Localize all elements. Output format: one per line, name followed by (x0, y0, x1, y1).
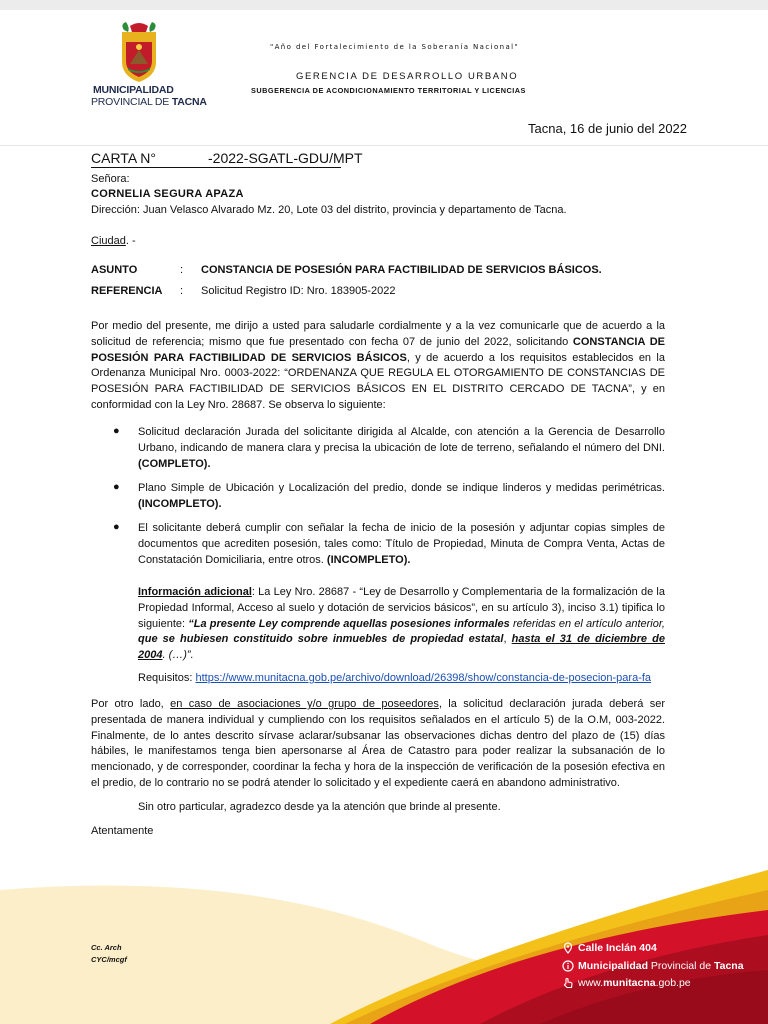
b3-a: El solicitante deberá cumplir con señalar la fecha de inicio de la posesión y adjuntar copias simples de documentos que acrediten posesión, tales como: Título de Propiedad, Minuta de Compra Venta, Actas de Constatación Domiciliaria, entre otros. (138, 522, 665, 566)
info-circle-icon (562, 960, 574, 972)
top-strip (0, 0, 768, 10)
info-c: referidas en el artículo anterior, (509, 617, 665, 630)
info-e: , (503, 633, 512, 646)
b1-b: (COMPLETO). (138, 457, 211, 470)
municipal-crest-icon (116, 20, 162, 86)
cc-archive: Cc. Arch (91, 943, 122, 952)
bullet-1-marker: ● (113, 425, 120, 437)
subgerencia-title: SUBGERENCIA DE ACONDICIONAMIENTO TERRITORIAL Y LICENCIAS (251, 86, 526, 95)
recipient-address: Dirección: Juan Velasco Alvarado Mz. 20, Lote 03 del distrito, provincia y departamento de Tacna. (91, 204, 567, 216)
footer-wave-graphic (0, 830, 768, 1024)
referencia-value: Solicitud Registro ID: Nro. 183905-2022 (201, 285, 396, 297)
letter-number-prefix: CARTA N° (91, 150, 156, 166)
header-divider (0, 145, 768, 146)
b1-a: Solicitud declaración Jurada del solicitante dirigida al Alcalde, con atención a la Gerencia de Desarrollo Urbano, indicando de manera clara y precisa la ubicación de lote de terreno, señalando el número del DNI. (138, 426, 665, 454)
ciudad-word: Ciudad (91, 235, 126, 247)
ciudad-line (91, 234, 136, 250)
letter-number-suffix: -2022-SGATL-GDU/MPT (208, 150, 363, 166)
p2-b: en caso de asociaciones y/o grupo de poseedores (170, 698, 439, 710)
b2-a: Plano Simple de Ubicación y Localización del predio, donde se indique linderos y medidas perimétricas. (138, 482, 665, 494)
p1-a: Por medio del presente, me dirijo a usted para saludarle cordialmente y a la vez comunicarle que de acuerdo a la solicitud de referencia; mismo que fue presentado con fecha 07 de junio del 2022, solicitando (91, 320, 665, 348)
info-label: Información adicional (138, 586, 252, 598)
bullet-2-marker: ● (113, 481, 120, 493)
footer-web-post: .gob.pe (655, 977, 691, 989)
paragraph-2 (91, 697, 665, 792)
footer-web-pre: www. (578, 977, 604, 989)
info-d: que se hubiesen constituido sobre inmuebles de propiedad estatal (138, 633, 504, 646)
recipient-name: CORNELIA SEGURA APAZA (91, 188, 244, 200)
b2-b: (INCOMPLETO). (138, 497, 222, 510)
p1-c: , y de acuerdo a los requisitos establecidos en la Ordenanza Municipal Nro. 0003-2022: “ORDENANZA QUE REGULA EL OTORGAMIENTO DE CONSTANCIAS DE POSESIÓN PARA FACTIBILIDAD DE SERVICIOS BÁSICOS EN EL DISTRITO CERCADO DE TACNA”, y en conformidad con la Ley Nro. 28687. Se observa lo siguiente: (91, 351, 665, 411)
paragraph-3: Sin otro particular, agradezco desde ya la atención que brinde al presente. (138, 801, 501, 813)
additional-info (138, 585, 665, 664)
ciudad-tail: . - (125, 235, 136, 247)
p1-b: CONSTANCIA DE POSESIÓN PARA FACTIBILIDAD DE SERVICIOS BÁSICOS (91, 335, 665, 364)
year-motto: "Año del Fortalecimiento de la Soberanía Nacional" (270, 43, 520, 51)
footer-address (578, 942, 657, 954)
letter-number (91, 150, 363, 166)
paragraph-intro (91, 319, 665, 414)
req-label: Requisitos: (138, 672, 196, 684)
info-a: : La Ley Nro. 28687 - “Ley de Desarrollo y Complementaria de la formalización de la Propiedad Informal, Acceso al suelo y dotación de servicios básicos”, en su artículo 3), inciso 3.1) tipifica lo siguiente: (138, 586, 665, 630)
footer-muni-bold: Municipalidad (578, 960, 649, 972)
asunto-label: ASUNTO (91, 264, 138, 276)
asunto-colon: : (180, 264, 184, 276)
info-g: . (…)”. (162, 649, 194, 662)
footer-address-text: Calle Inclán 404 (578, 942, 657, 954)
footer-muni-tacna: Tacna (713, 960, 744, 972)
requirements-line (138, 671, 651, 687)
info-f: hasta el 31 de diciembre de 2004 (138, 633, 665, 662)
brand-subname-b: TACNA (171, 96, 207, 108)
bullet-2 (138, 481, 665, 513)
footer-municipality (578, 960, 744, 972)
footer-web-bold: munitacna (603, 977, 656, 989)
letter-number-underline (91, 167, 341, 168)
bullet-3 (138, 521, 665, 568)
brand-name: MUNICIPALIDAD (93, 84, 174, 96)
p2-a: Por otro lado, (91, 698, 171, 710)
cc-initials: CYC/mcgf (91, 955, 127, 964)
closing: Atentamente (91, 825, 154, 837)
letter-date: Tacna, 16 de junio del 2022 (528, 121, 688, 136)
brand-subname (91, 96, 207, 108)
footer-muni-rest: Provincial de (648, 960, 714, 972)
referencia-label: REFERENCIA (91, 285, 163, 297)
footer-website[interactable] (578, 977, 691, 989)
bullet-3-marker: ● (113, 521, 120, 533)
location-pin-icon (562, 942, 574, 954)
referencia-colon: : (180, 285, 184, 297)
salutation: Señora: (91, 173, 130, 185)
gerencia-title: GERENCIA DE DESARROLLO URBANO (296, 71, 519, 82)
brand-subname-a: PROVINCIAL DE (91, 96, 172, 108)
p2-c: , la solicitud declaración jurada deberá ser presentada de manera individual y cumpliendo con los requisitos señalados en el artículo 5) de la O.M, 003-2022. Finalmente, de lo antes descrito sírvase aclarar/subsanar las observaciones dichas dentro del plazo de (15) días hábiles, le manifestamos tenga bien apersonarse al Área de Catastro para poder realizar la subsanación de lo mencionado, y de corresponder, coordinar la fecha y hora de la inspección de verificación de la posesión efectiva en el predio, de lo contrario no se podrá atender lo solicitado y el expediente caerá en abandono administrativo. (91, 698, 666, 789)
b3-b: (INCOMPLETO). (326, 553, 411, 566)
requirements-link[interactable]: https://www.munitacna.gob.pe/archivo/download/26398/show/constancia-de-posecion-para-fa (195, 672, 652, 684)
asunto-value: CONSTANCIA DE POSESIÓN PARA FACTIBILIDAD DE SERVICIOS BÁSICOS. (201, 264, 602, 276)
bullet-1 (138, 425, 665, 472)
pointer-hand-icon (562, 977, 574, 989)
info-b: “La presente Ley comprende aquellas posesiones informales (188, 617, 510, 630)
